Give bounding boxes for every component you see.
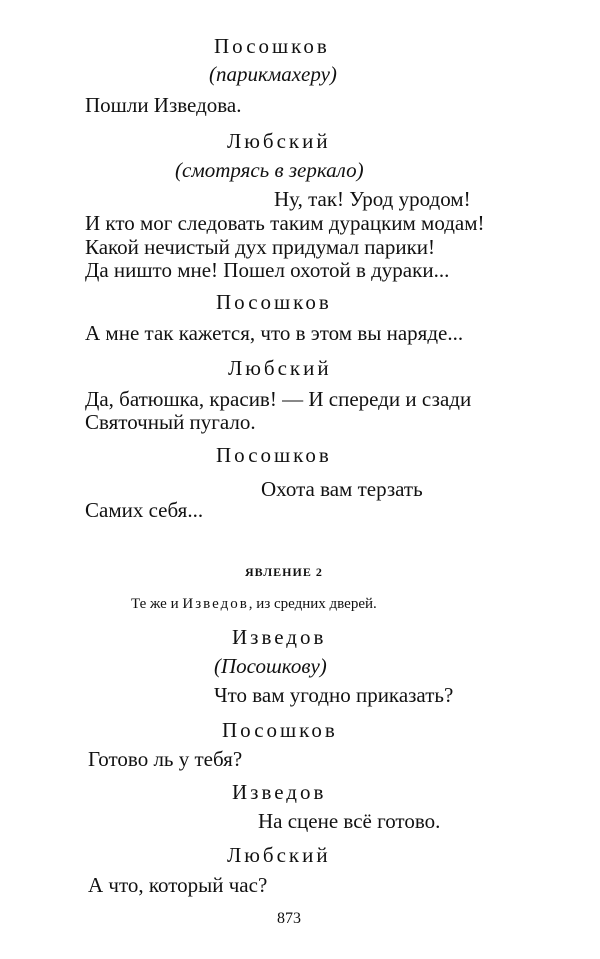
- stage-direction: (Посошкову): [214, 654, 327, 678]
- cast-character-name: Изведов: [182, 596, 249, 612]
- speaker-name: Любский: [227, 843, 331, 867]
- verse-line: Да, батюшка, красив! — И спереди и сзади: [85, 387, 472, 411]
- speaker-name: Изведов: [232, 780, 327, 804]
- cast-prefix: Те же и: [131, 596, 183, 612]
- verse-line: Готово ль у тебя?: [88, 747, 243, 771]
- speaker-name: Любский: [227, 129, 331, 153]
- verse-line: А что, который час?: [88, 873, 268, 897]
- speaker-name: Любский: [228, 356, 332, 380]
- verse-line: Ну, так! Урод уродом!: [274, 187, 471, 211]
- stage-direction: (смотрясь в зеркало): [175, 158, 364, 182]
- cast-line: [131, 597, 377, 612]
- verse-line: На сцене всё готово.: [258, 809, 441, 833]
- verse-line: Охота вам терзать: [261, 477, 423, 501]
- speaker-name: Посошков: [216, 290, 332, 314]
- verse-line: Да ништо мне! Пошел охотой в дураки...: [85, 258, 450, 282]
- verse-line: Какой нечистый дух придумал парики!: [85, 235, 436, 259]
- stage-direction: (парикмахеру): [209, 62, 337, 86]
- page-number: 873: [277, 910, 301, 927]
- scene-heading: ЯВЛЕНИЕ 2: [245, 565, 323, 579]
- verse-line: Самих себя...: [85, 498, 204, 522]
- verse-line: А мне так кажется, что в этом вы наряде...: [85, 321, 464, 345]
- speaker-name: Посошков: [222, 718, 338, 742]
- speaker-name: Посошков: [216, 443, 332, 467]
- verse-line: Что вам угодно приказать?: [214, 683, 454, 707]
- cast-suffix: , из средних дверей.: [248, 596, 377, 612]
- verse-line: Пошли Изведова.: [85, 93, 242, 117]
- verse-line: И кто мог следовать таким дурацким модам!: [85, 211, 485, 235]
- speaker-name: Изведов: [232, 625, 327, 649]
- verse-line: Святочный пугало.: [85, 410, 256, 434]
- speaker-name: Посошков: [214, 34, 330, 58]
